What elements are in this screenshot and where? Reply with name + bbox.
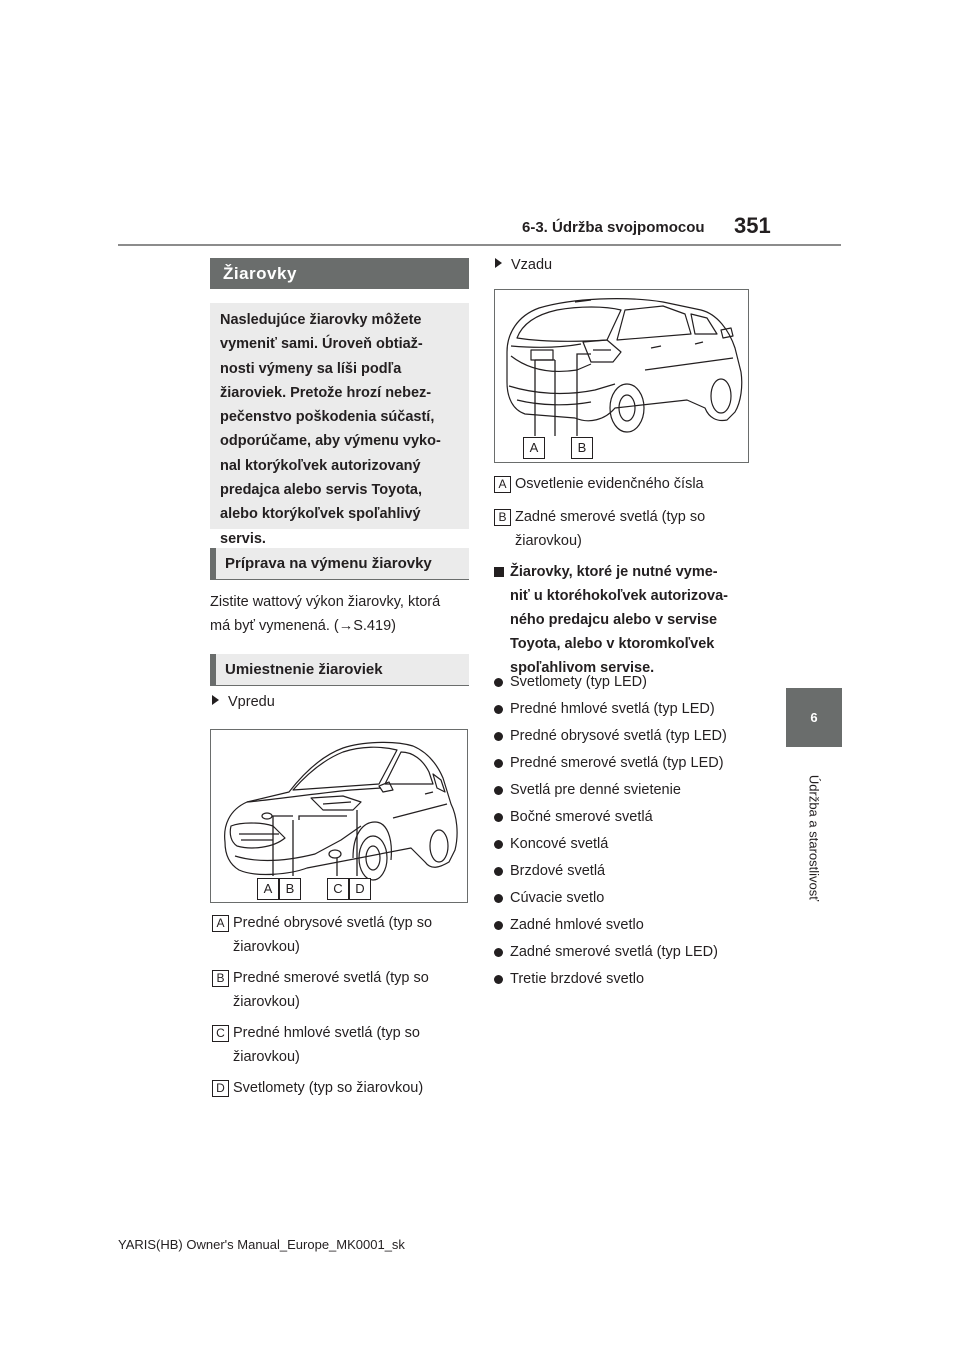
list-item: Bočné smerové svetlá	[494, 804, 760, 831]
section-title: 6-3. Údržba svojpomocou	[522, 219, 705, 236]
bullet-icon	[494, 975, 503, 984]
legend-line: žiarovkou)	[233, 1049, 300, 1065]
chapter-number: 6	[810, 710, 818, 725]
dealer-heading-line: Toyota, alebo v ktoromkoľvek	[510, 636, 715, 652]
bullet-icon	[494, 867, 503, 876]
legend-letter: B	[212, 970, 229, 987]
bullet-icon	[494, 921, 503, 930]
legend-line: Predné hmlové svetlá (typ so	[233, 1025, 420, 1041]
list-item: Predné smerové svetlá (typ LED)	[494, 750, 760, 777]
intro-line: žiaroviek. Pretože hrozí nebez-	[220, 384, 432, 401]
bullet-icon	[494, 678, 503, 687]
list-item: Brzdové svetlá	[494, 858, 760, 885]
intro-line: pečenstvo poškodenia súčastí,	[220, 409, 435, 426]
heading-bulb-locations: Umiestnenie žiaroviek	[210, 654, 469, 686]
dealer-heading-line: ného predajcu alebo v servise	[510, 612, 718, 628]
intro-line: alebo ktorýkoľvek spoľahlivý	[220, 506, 421, 523]
legend-letter: C	[212, 1025, 229, 1042]
legend-line: žiarovkou)	[233, 939, 300, 955]
front-legend	[212, 911, 470, 1100]
chapter-tab[interactable]	[786, 688, 842, 747]
list-item: Koncové svetlá	[494, 831, 760, 858]
front-car-illustration	[211, 730, 467, 902]
legend-letter: B	[494, 509, 511, 526]
intro-line: odporúčame, aby výmenu vyko-	[220, 433, 441, 450]
legend-letter: A	[494, 476, 511, 493]
list-item: Cúvacie svetlo	[494, 885, 760, 912]
rear-legend	[494, 472, 756, 553]
rear-label	[495, 253, 552, 277]
legend-line: Zadné smerové svetlá (typ so	[515, 509, 706, 525]
figure-label-c: C	[327, 878, 349, 900]
figure-label-b: B	[571, 437, 593, 459]
figure-label-a: A	[257, 878, 279, 900]
dealer-heading-line: Žiarovky, ktoré je nutné vyme-	[510, 564, 718, 580]
legend-letter: A	[212, 915, 229, 932]
bullet-icon	[494, 948, 503, 957]
legend-line: žiarovkou)	[515, 533, 582, 549]
arrow-right-icon	[212, 695, 219, 705]
legend-line: Predné smerové svetlá (typ so	[233, 970, 429, 986]
list-item: Svetlá pre denné svietenie	[494, 777, 760, 804]
intro-line: servis.	[220, 530, 266, 547]
header-divider	[118, 244, 841, 246]
intro-line: nal ktorýkoľvek autorizovaný	[220, 457, 421, 474]
legend-item-a	[212, 911, 470, 959]
footer-manual-id: YARIS(HB) Owner's Manual_Europe_MK0001_sk	[118, 1237, 405, 1252]
list-item: Zadné hmlové svetlo	[494, 912, 760, 939]
list-item: Tretie brzdové svetlo	[494, 966, 760, 993]
prep-paragraph	[210, 590, 472, 638]
intro-line: nosti výmeny sa líši podľa	[220, 360, 402, 377]
list-item: Predné obrysové svetlá (typ LED)	[494, 723, 760, 750]
legend-line: Osvetlenie evidenčného čísla	[515, 476, 704, 492]
list-item: Svetlomety (typ LED)	[494, 669, 760, 696]
bullet-icon	[494, 840, 503, 849]
bullet-icon	[494, 894, 503, 903]
legend-line: Predné obrysové svetlá (typ so	[233, 915, 433, 931]
legend-item-a	[494, 472, 756, 496]
dealer-heading-line: niť u ktoréhokoľvek autorizova-	[510, 588, 728, 604]
heading-preparation: Príprava na výmenu žiarovky	[210, 548, 469, 580]
prep-line: Zistite wattový výkon žiarovky, ktorá	[210, 594, 441, 610]
arrow-right-icon	[495, 258, 502, 268]
front-label-text: Vpredu	[228, 694, 275, 710]
legend-line: žiarovkou)	[233, 994, 300, 1010]
figure-label-a: A	[523, 437, 545, 459]
figure-label-d: D	[349, 878, 371, 900]
front-label	[212, 690, 275, 714]
front-car-figure	[210, 729, 468, 903]
legend-letter: D	[212, 1080, 229, 1097]
legend-item-c	[212, 1021, 470, 1069]
legend-line: Svetlomety (typ so žiarovkou)	[233, 1080, 424, 1096]
rear-label-text: Vzadu	[511, 257, 553, 273]
rear-car-figure	[494, 289, 749, 463]
chapter-title-vertical	[786, 750, 842, 925]
page-number: 351	[734, 213, 771, 238]
intro-line: Nasledujúce žiarovky môžete	[220, 312, 422, 328]
bullet-icon	[494, 786, 503, 795]
legend-item-b	[212, 966, 470, 1014]
legend-item-d	[212, 1076, 470, 1100]
prep-line[interactable]: má byť vymenená. (→S.419)	[210, 618, 396, 634]
square-bullet-icon	[494, 567, 504, 577]
heading-bulbs: Žiarovky	[210, 258, 469, 289]
figure-label-b: B	[279, 878, 301, 900]
list-item: Predné hmlové svetlá (typ LED)	[494, 696, 760, 723]
intro-line: predajca alebo servis Toyota,	[220, 482, 423, 499]
chapter-title: Údržba a starostlivosť	[806, 774, 822, 901]
dealer-heading-line: spoľahlivom servise.	[510, 660, 655, 676]
intro-line: vymeniť sami. Úroveň obtiaž-	[220, 336, 423, 353]
bullet-icon	[494, 732, 503, 741]
dealer-bulb-list	[494, 669, 760, 993]
bullet-icon	[494, 705, 503, 714]
legend-item-b	[494, 505, 756, 553]
intro-box	[210, 303, 469, 547]
bullet-icon	[494, 813, 503, 822]
dealer-heading	[494, 560, 772, 680]
list-item: Zadné smerové svetlá (typ LED)	[494, 939, 760, 966]
bullet-icon	[494, 759, 503, 768]
